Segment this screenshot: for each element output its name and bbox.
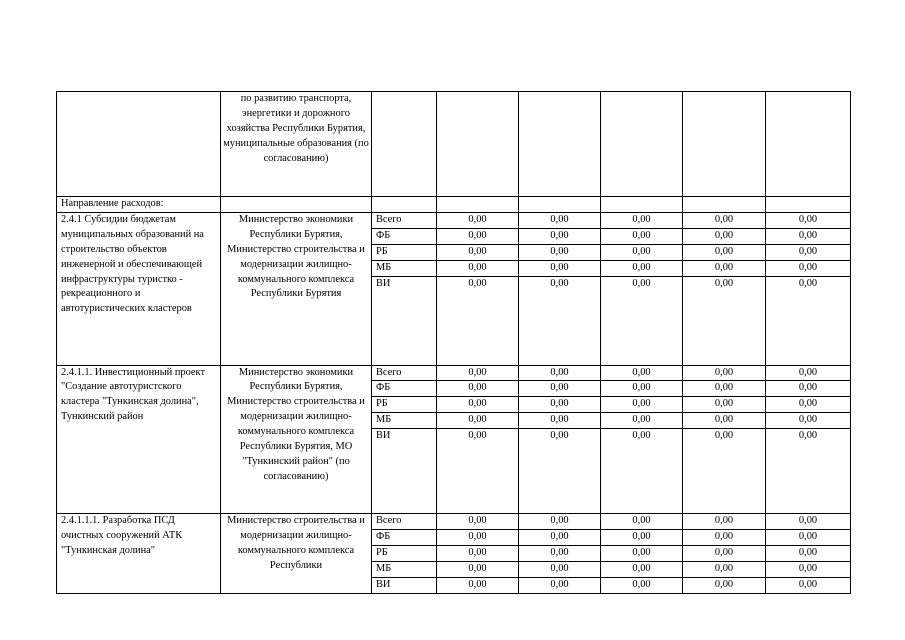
- amount-cell: 0,00: [683, 276, 766, 365]
- amount-cell: 0,00: [766, 381, 851, 397]
- amount-cell: 0,00: [519, 413, 601, 429]
- empty-cell: [519, 92, 601, 197]
- amount-cell: 0,00: [437, 276, 519, 365]
- amount-cell: 0,00: [601, 397, 683, 413]
- empty-cell: [766, 197, 851, 213]
- amount-cell: 0,00: [683, 397, 766, 413]
- amount-cell: 0,00: [519, 545, 601, 561]
- responsible-cell: Министерство строительства и модернизации жилищно-коммунального комплекса Республики: [221, 514, 372, 594]
- amount-cell: 0,00: [601, 545, 683, 561]
- amount-cell: 0,00: [519, 260, 601, 276]
- continuation-responsible-cell: по развитию транспорта, энергетики и дорожного хозяйства Республики Бурятия, муниципальные образования (по согласованию): [221, 92, 372, 197]
- amount-cell: 0,00: [766, 577, 851, 593]
- funding-source-cell: Всего: [372, 514, 437, 530]
- budget-table: [56, 91, 851, 594]
- amount-cell: 0,00: [519, 244, 601, 260]
- table-row: [57, 212, 851, 228]
- amount-cell: 0,00: [766, 260, 851, 276]
- amount-cell: 0,00: [519, 276, 601, 365]
- empty-cell: [601, 92, 683, 197]
- section-heading: Направление расходов:: [57, 197, 221, 213]
- amount-cell: 0,00: [437, 577, 519, 593]
- amount-cell: 0,00: [437, 561, 519, 577]
- amount-cell: 0,00: [683, 365, 766, 381]
- amount-cell: 0,00: [437, 365, 519, 381]
- amount-cell: 0,00: [601, 365, 683, 381]
- amount-cell: 0,00: [437, 228, 519, 244]
- empty-cell: [601, 197, 683, 213]
- amount-cell: 0,00: [766, 561, 851, 577]
- continuation-row: [57, 92, 851, 197]
- amount-cell: 0,00: [601, 413, 683, 429]
- amount-cell: 0,00: [601, 212, 683, 228]
- amount-cell: 0,00: [519, 530, 601, 546]
- funding-source-cell: Всего: [372, 365, 437, 381]
- funding-source-cell: ВИ: [372, 577, 437, 593]
- amount-cell: 0,00: [519, 397, 601, 413]
- amount-cell: 0,00: [437, 545, 519, 561]
- amount-cell: 0,00: [683, 577, 766, 593]
- funding-source-cell: Всего: [372, 212, 437, 228]
- responsible-cell: Министерство экономики Республики Бурятия, Министерство строительства и модернизации жилищно-коммунального комплекса Республики Бурятия, МО "Тункинский район" (по согласованию): [221, 365, 372, 514]
- activity-name-cell: 2.4.1.1.1. Разработка ПСД очистных сооружений АТК "Тункинская долина": [57, 514, 221, 594]
- amount-cell: 0,00: [437, 397, 519, 413]
- table-row: [57, 365, 851, 381]
- funding-source-cell: РБ: [372, 397, 437, 413]
- activity-name-cell: 2.4.1 Субсидии бюджетам муниципальных образований на строительство объектов инженерной и обеспечивающей инфраструктуры туристко - рекреационного и автотуристических кластеров: [57, 212, 221, 365]
- activity-name-cell: 2.4.1.1. Инвестиционный проект "Создание автотуристского кластера "Тункинская долина", Тункинский район: [57, 365, 221, 514]
- amount-cell: 0,00: [683, 244, 766, 260]
- funding-source-cell: ФБ: [372, 530, 437, 546]
- funding-source-cell: ВИ: [372, 276, 437, 365]
- amount-cell: 0,00: [437, 244, 519, 260]
- amount-cell: 0,00: [601, 228, 683, 244]
- empty-cell: [372, 92, 437, 197]
- amount-cell: 0,00: [766, 514, 851, 530]
- amount-cell: 0,00: [766, 212, 851, 228]
- amount-cell: 0,00: [683, 545, 766, 561]
- funding-source-cell: МБ: [372, 260, 437, 276]
- funding-source-cell: ВИ: [372, 429, 437, 514]
- amount-cell: 0,00: [519, 514, 601, 530]
- funding-source-cell: ФБ: [372, 381, 437, 397]
- amount-cell: 0,00: [519, 577, 601, 593]
- amount-cell: 0,00: [601, 514, 683, 530]
- table-row: [57, 514, 851, 530]
- funding-source-cell: ФБ: [372, 228, 437, 244]
- amount-cell: 0,00: [601, 429, 683, 514]
- amount-cell: 0,00: [437, 514, 519, 530]
- amount-cell: 0,00: [519, 228, 601, 244]
- amount-cell: 0,00: [519, 381, 601, 397]
- amount-cell: 0,00: [766, 244, 851, 260]
- amount-cell: 0,00: [519, 561, 601, 577]
- amount-cell: 0,00: [437, 429, 519, 514]
- amount-cell: 0,00: [766, 365, 851, 381]
- amount-cell: 0,00: [437, 212, 519, 228]
- empty-cell: [519, 197, 601, 213]
- funding-source-cell: МБ: [372, 561, 437, 577]
- amount-cell: 0,00: [766, 545, 851, 561]
- amount-cell: 0,00: [683, 561, 766, 577]
- amount-cell: 0,00: [601, 381, 683, 397]
- funding-source-cell: РБ: [372, 545, 437, 561]
- amount-cell: 0,00: [601, 260, 683, 276]
- amount-cell: 0,00: [519, 212, 601, 228]
- amount-cell: 0,00: [437, 413, 519, 429]
- amount-cell: 0,00: [683, 381, 766, 397]
- empty-cell: [437, 197, 519, 213]
- amount-cell: 0,00: [437, 260, 519, 276]
- amount-cell: 0,00: [601, 276, 683, 365]
- amount-cell: 0,00: [683, 212, 766, 228]
- amount-cell: 0,00: [766, 429, 851, 514]
- empty-cell: [372, 197, 437, 213]
- amount-cell: 0,00: [437, 530, 519, 546]
- amount-cell: 0,00: [683, 260, 766, 276]
- amount-cell: 0,00: [766, 413, 851, 429]
- amount-cell: 0,00: [683, 514, 766, 530]
- funding-source-cell: РБ: [372, 244, 437, 260]
- section-heading-row: [57, 197, 851, 213]
- amount-cell: 0,00: [437, 381, 519, 397]
- amount-cell: 0,00: [601, 577, 683, 593]
- amount-cell: 0,00: [683, 429, 766, 514]
- empty-cell: [683, 92, 766, 197]
- amount-cell: 0,00: [601, 244, 683, 260]
- empty-cell: [683, 197, 766, 213]
- empty-cell: [766, 92, 851, 197]
- amount-cell: 0,00: [601, 561, 683, 577]
- responsible-cell: Министерство экономики Республики Бурятия, Министерство строительства и модернизации жилищно-коммунального комплекса Республики Бурятия: [221, 212, 372, 365]
- amount-cell: 0,00: [766, 228, 851, 244]
- funding-source-cell: МБ: [372, 413, 437, 429]
- continuation-name-cell: [57, 92, 221, 197]
- empty-cell: [221, 197, 372, 213]
- amount-cell: 0,00: [601, 530, 683, 546]
- amount-cell: 0,00: [519, 429, 601, 514]
- empty-cell: [437, 92, 519, 197]
- amount-cell: 0,00: [683, 413, 766, 429]
- amount-cell: 0,00: [766, 397, 851, 413]
- amount-cell: 0,00: [519, 365, 601, 381]
- amount-cell: 0,00: [766, 530, 851, 546]
- amount-cell: 0,00: [683, 530, 766, 546]
- amount-cell: 0,00: [766, 276, 851, 365]
- amount-cell: 0,00: [683, 228, 766, 244]
